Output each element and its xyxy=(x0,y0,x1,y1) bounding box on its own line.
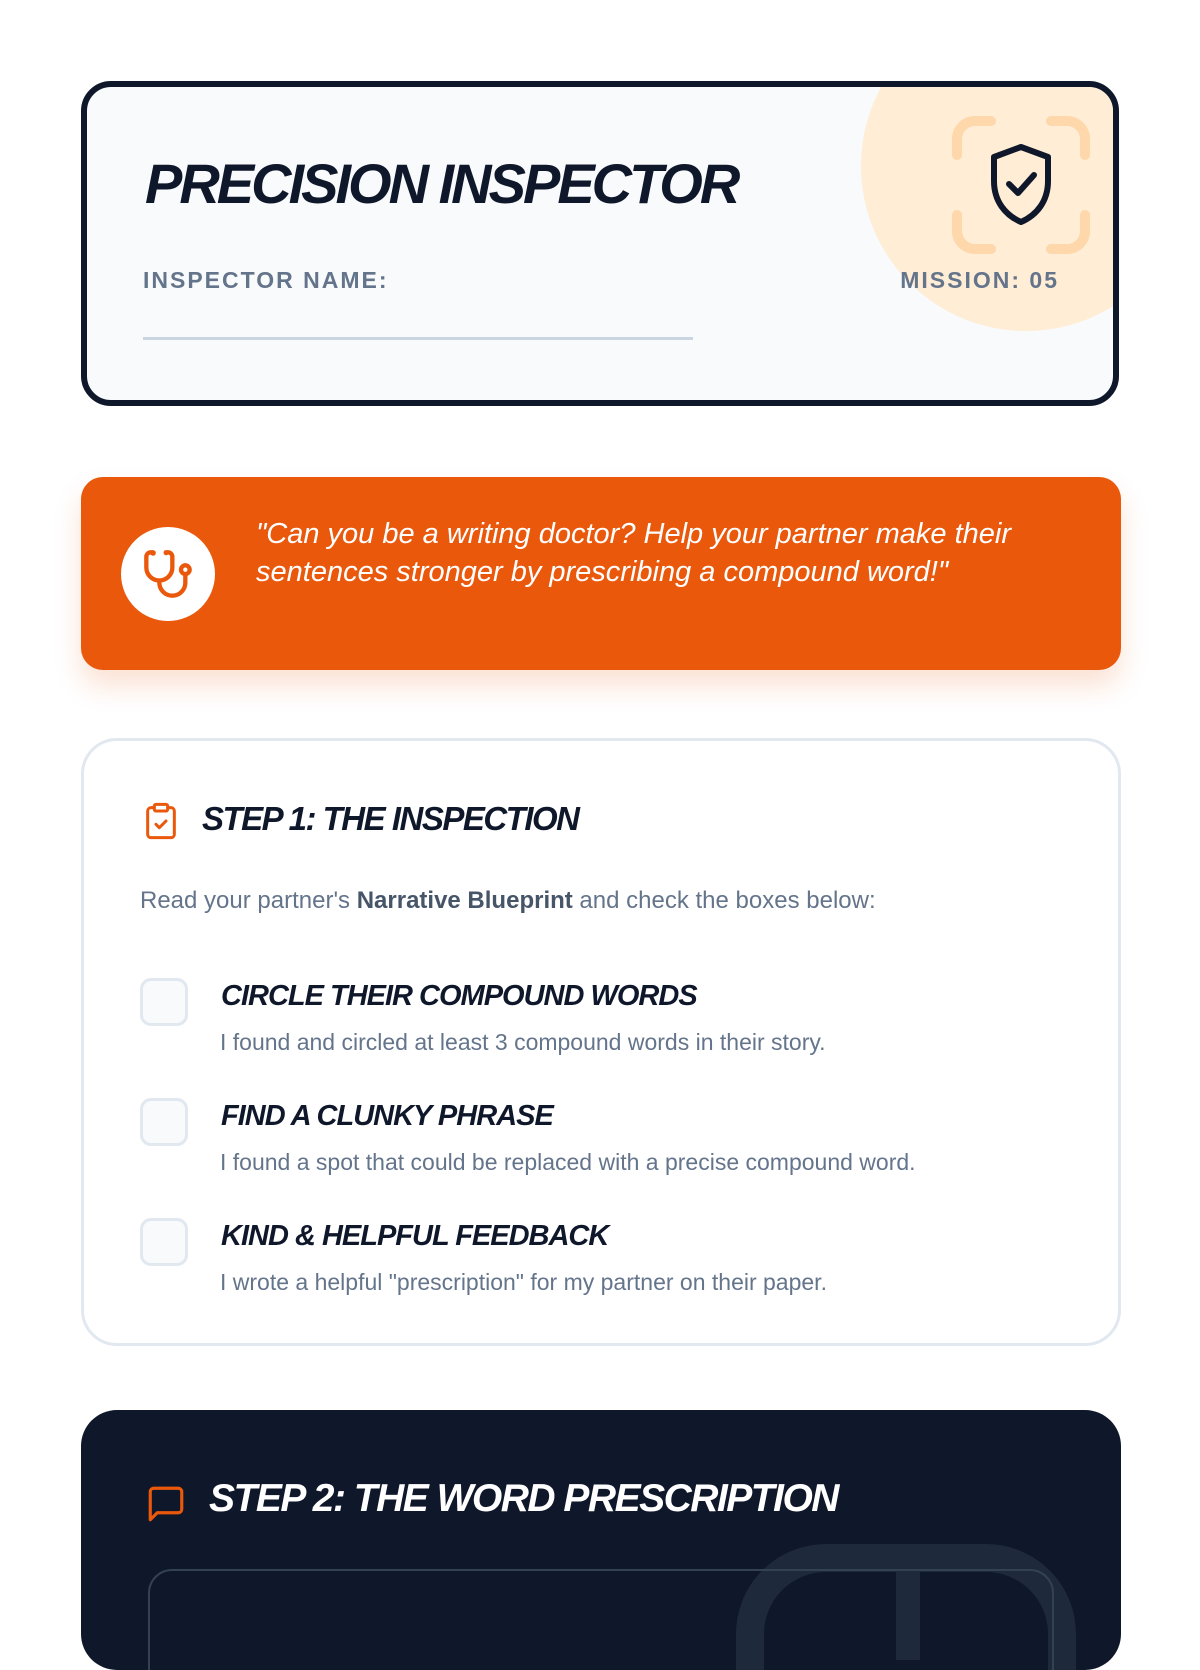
checklist-item-title: CIRCLE THEIR COMPOUND WORDS xyxy=(221,980,697,1012)
quote-text: "Can you be a writing doctor? Help your partner make their sentences stronger by prescribing a compound word!" xyxy=(256,518,1012,588)
inspector-name-field[interactable] xyxy=(143,337,693,340)
step1-inspection-card xyxy=(81,738,1121,1346)
checklist-item xyxy=(140,1098,1060,1198)
checklist-item-description: I found a spot that could be replaced with a precise compound word. xyxy=(220,1149,916,1175)
stethoscope-icon xyxy=(142,548,194,600)
step1-heading: STEP 1: THE INSPECTION xyxy=(202,800,579,837)
clipboard-check-icon xyxy=(141,800,181,842)
checklist-item-description: I wrote a helpful "prescription" for my partner on their paper. xyxy=(220,1269,827,1295)
checklist-item-title: FIND A CLUNKY PHRASE xyxy=(221,1100,553,1132)
checklist-item xyxy=(140,978,1060,1078)
inspector-name-label: INSPECTOR NAME: xyxy=(143,267,389,293)
inspector-header-card xyxy=(81,81,1119,406)
checkbox-find-clunky-phrase[interactable] xyxy=(140,1098,188,1146)
writing-doctor-banner xyxy=(81,477,1121,670)
checklist-item-description: I found and circled at least 3 compound words in their story. xyxy=(220,1029,826,1055)
step1-intro-bold: Narrative Blueprint xyxy=(356,887,573,914)
mission-label: MISSION: 05 xyxy=(900,267,1059,293)
checkbox-kind-helpful-feedback[interactable] xyxy=(140,1218,188,1266)
step2-prescription-card xyxy=(81,1410,1121,1670)
page-title: PRECISION INSPECTOR xyxy=(145,152,738,215)
checklist-item xyxy=(140,1218,1060,1318)
checkbox-circle-compound-words[interactable] xyxy=(140,978,188,1026)
stethoscope-icon-badge xyxy=(121,527,215,621)
prescription-text-area[interactable] xyxy=(148,1569,1054,1670)
shield-check-icon xyxy=(951,115,1091,255)
step1-intro-start: Read your partner's xyxy=(140,887,357,914)
step1-instructions xyxy=(140,887,876,915)
checklist-item-title: KIND & HELPFUL FEEDBACK xyxy=(221,1220,609,1252)
step1-intro-end: and check the boxes below: xyxy=(572,887,876,914)
step2-heading: STEP 2: THE WORD PRESCRIPTION xyxy=(209,1477,838,1520)
message-square-icon xyxy=(145,1483,187,1525)
